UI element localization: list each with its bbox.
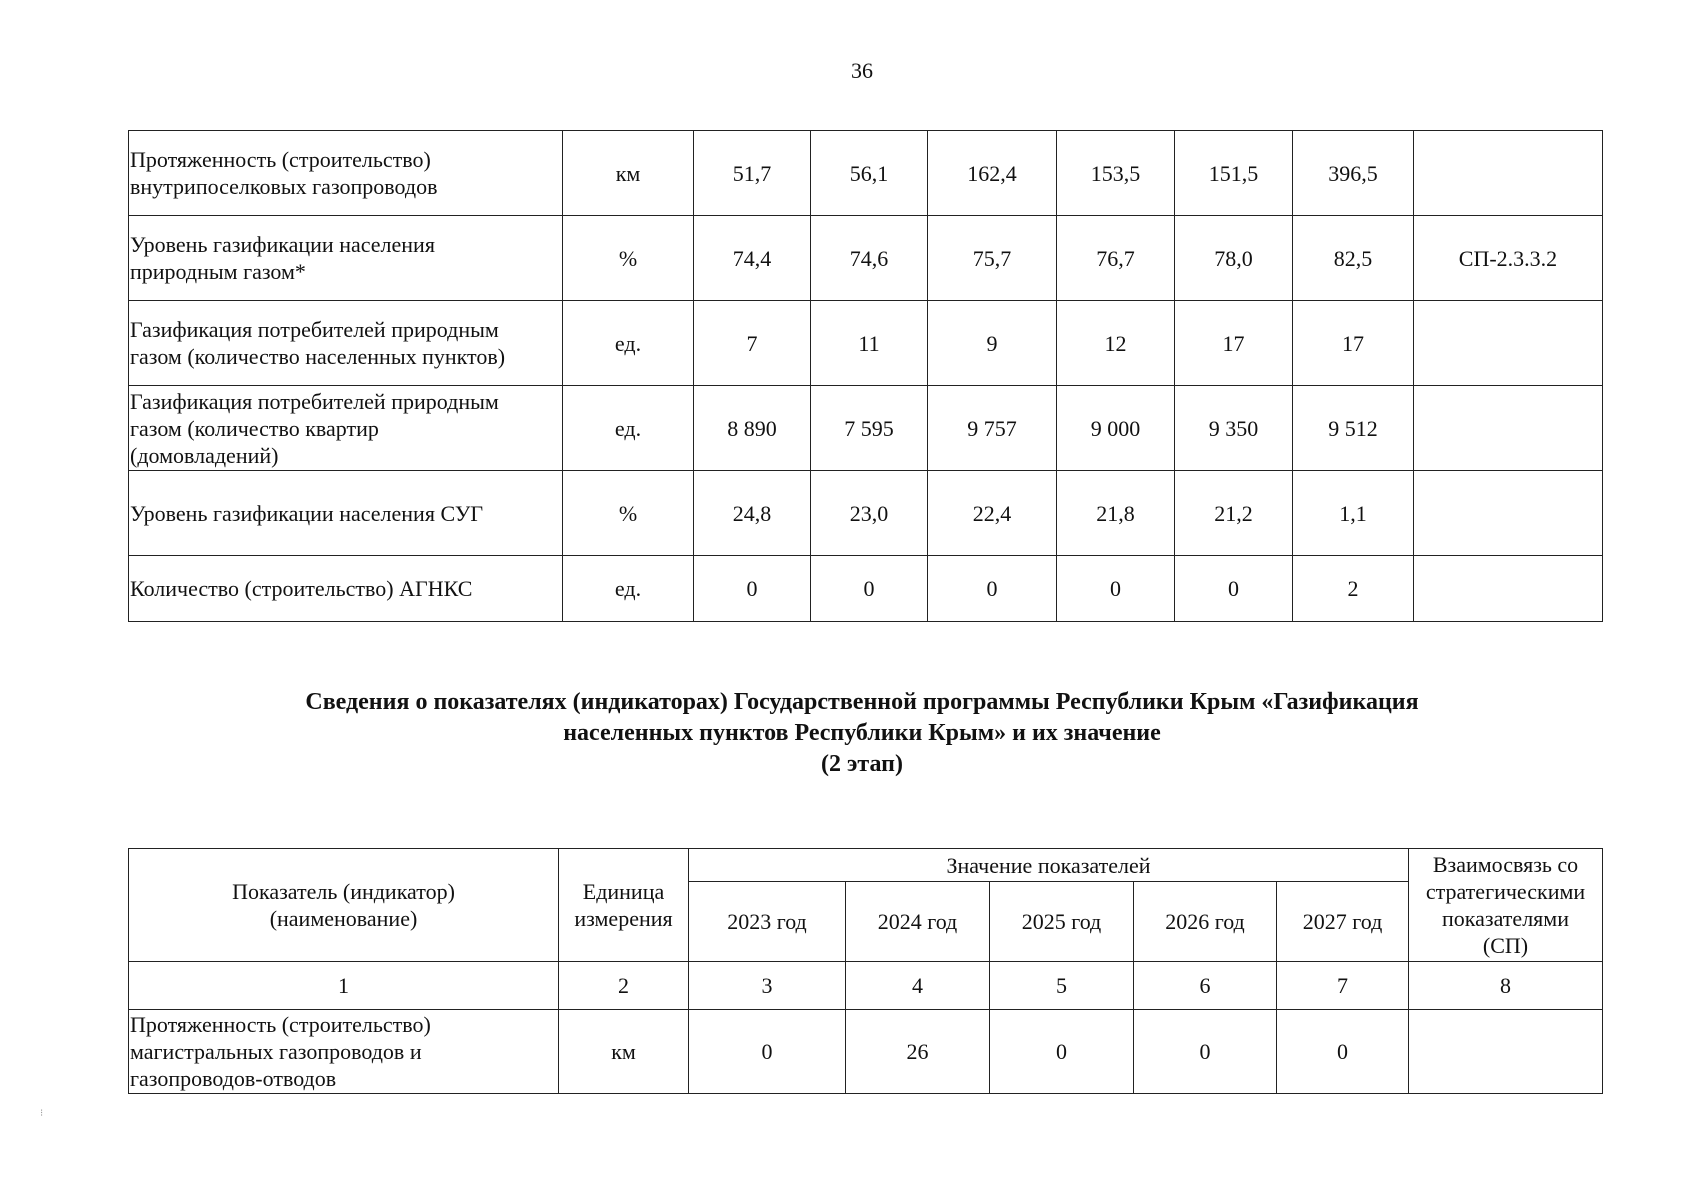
value-cell: 74,4 bbox=[694, 216, 811, 301]
indicator-name-line: Уровень газификации населения bbox=[130, 232, 435, 257]
value-cell: 9 512 bbox=[1293, 386, 1414, 471]
indicator-name-cell bbox=[129, 301, 563, 386]
indicator-name-line: Газификация потребителей природным bbox=[130, 317, 499, 342]
value-cell: 7 bbox=[694, 301, 811, 386]
unit-cell: % bbox=[563, 471, 694, 556]
column-number: 4 bbox=[846, 962, 990, 1010]
table-body bbox=[129, 131, 1603, 622]
value-cell: 0 bbox=[1277, 1010, 1409, 1094]
value-cell: 21,2 bbox=[1175, 471, 1293, 556]
indicator-name-line: внутрипоселковых газопроводов bbox=[130, 174, 438, 199]
unit-cell: км bbox=[559, 1010, 689, 1094]
indicator-name-cell bbox=[129, 1010, 559, 1094]
table-row bbox=[129, 131, 1603, 216]
value-cell: 12 bbox=[1057, 301, 1175, 386]
indicator-name-line: Газификация потребителей природным bbox=[130, 388, 499, 414]
header-unit bbox=[559, 849, 689, 962]
value-cell: 1,1 bbox=[1293, 471, 1414, 556]
table-row bbox=[129, 556, 1603, 622]
table-row bbox=[129, 216, 1603, 301]
indicator-name-line: газом (количество населенных пунктов) bbox=[130, 344, 506, 369]
value-cell: 2 bbox=[1293, 556, 1414, 622]
value-cell: 17 bbox=[1175, 301, 1293, 386]
value-cell: 9 000 bbox=[1057, 386, 1175, 471]
indicator-name-line: Протяженность (строительство) bbox=[130, 1012, 431, 1037]
value-cell: 396,5 bbox=[1293, 131, 1414, 216]
value-cell: 9 757 bbox=[928, 386, 1057, 471]
column-number: 6 bbox=[1134, 962, 1277, 1010]
indicator-name-cell bbox=[129, 471, 563, 556]
indicators-table-stage-1-continued bbox=[128, 130, 1603, 622]
value-cell: 78,0 bbox=[1175, 216, 1293, 301]
header-sp-line: показателями bbox=[1442, 906, 1569, 931]
column-number: 7 bbox=[1277, 962, 1409, 1010]
indicator-name-line: газопроводов-отводов bbox=[130, 1066, 337, 1091]
table-row bbox=[129, 386, 1603, 471]
unit-cell: ед. bbox=[563, 301, 694, 386]
indicator-name-cell bbox=[129, 216, 563, 301]
section-heading bbox=[0, 687, 1695, 780]
header-year: 2025 год bbox=[990, 882, 1134, 962]
indicator-name-line: Протяженность (строительство) bbox=[130, 147, 431, 172]
value-cell: 26 bbox=[846, 1010, 990, 1094]
unit-cell: км bbox=[563, 131, 694, 216]
value-cell: 51,7 bbox=[694, 131, 811, 216]
indicator-name-line: газом (количество квартир bbox=[130, 415, 379, 441]
header-sp-line: Взаимосвязь со bbox=[1432, 852, 1579, 877]
value-cell: 9 350 bbox=[1175, 386, 1293, 471]
header-year: 2027 год bbox=[1277, 882, 1409, 962]
indicator-name-cell bbox=[129, 386, 563, 471]
sp-cell: СП-2.3.3.2 bbox=[1414, 216, 1603, 301]
indicator-name-line: Уровень газификации населения СУГ bbox=[130, 500, 484, 526]
value-cell: 151,5 bbox=[1175, 131, 1293, 216]
header-unit-line: Единица bbox=[582, 879, 665, 904]
value-cell: 56,1 bbox=[811, 131, 928, 216]
header-indicator-line: Показатель (индикатор) bbox=[232, 879, 455, 904]
table-header bbox=[129, 849, 1603, 1010]
header-year: 2024 год bbox=[846, 882, 990, 962]
header-values-group: Значение показателей bbox=[689, 849, 1409, 882]
table-body bbox=[129, 1010, 1603, 1094]
header-indicator-line: (наименование) bbox=[269, 906, 418, 931]
indicator-name-line: магистральных газопроводов и bbox=[130, 1039, 422, 1064]
value-cell: 0 bbox=[689, 1010, 846, 1094]
value-cell: 153,5 bbox=[1057, 131, 1175, 216]
value-cell: 11 bbox=[811, 301, 928, 386]
value-cell: 0 bbox=[694, 556, 811, 622]
value-cell: 162,4 bbox=[928, 131, 1057, 216]
header-year: 2026 год bbox=[1134, 882, 1277, 962]
column-number: 5 bbox=[990, 962, 1134, 1010]
value-cell: 21,8 bbox=[1057, 471, 1175, 556]
value-cell: 17 bbox=[1293, 301, 1414, 386]
column-number: 8 bbox=[1409, 962, 1603, 1010]
value-cell: 7 595 bbox=[811, 386, 928, 471]
unit-cell: % bbox=[563, 216, 694, 301]
sp-cell bbox=[1409, 1010, 1603, 1094]
table-row bbox=[129, 301, 1603, 386]
value-cell: 0 bbox=[1175, 556, 1293, 622]
value-cell: 76,7 bbox=[1057, 216, 1175, 301]
sp-cell bbox=[1414, 386, 1603, 471]
heading-line-1: Сведения о показателях (индикаторах) Государственной программы Республики Крым «Газификация bbox=[305, 689, 1419, 715]
indicator-name-line: Количество (строительство) АГНКС bbox=[130, 576, 473, 601]
value-cell: 9 bbox=[928, 301, 1057, 386]
indicator-name-cell bbox=[129, 131, 563, 216]
value-cell: 74,6 bbox=[811, 216, 928, 301]
value-cell: 82,5 bbox=[1293, 216, 1414, 301]
heading-line-2: населенных пунктов Республики Крым» и их значение bbox=[563, 720, 1161, 746]
column-numbers-row bbox=[129, 962, 1603, 1010]
header-sp-line: стратегическими bbox=[1425, 879, 1586, 904]
value-cell: 22,4 bbox=[928, 471, 1057, 556]
table-row bbox=[129, 1010, 1603, 1094]
unit-cell: ед. bbox=[563, 386, 694, 471]
value-cell: 0 bbox=[1134, 1010, 1277, 1094]
unit-cell: ед. bbox=[563, 556, 694, 622]
value-cell: 23,0 bbox=[811, 471, 928, 556]
column-number: 1 bbox=[129, 962, 559, 1010]
sp-cell bbox=[1414, 556, 1603, 622]
indicator-name-line: природным газом* bbox=[130, 259, 306, 284]
value-cell: 0 bbox=[990, 1010, 1134, 1094]
indicators-table-stage-2 bbox=[128, 848, 1603, 1094]
value-cell: 0 bbox=[928, 556, 1057, 622]
indicator-name-cell bbox=[129, 556, 563, 622]
sp-cell bbox=[1414, 131, 1603, 216]
sp-cell bbox=[1414, 471, 1603, 556]
value-cell: 0 bbox=[811, 556, 928, 622]
heading-line-3: (2 этап) bbox=[821, 751, 903, 777]
header-indicator bbox=[129, 849, 559, 962]
header-unit-line: измерения bbox=[574, 906, 673, 931]
header-sp-line: (СП) bbox=[1482, 933, 1529, 958]
column-number: 3 bbox=[689, 962, 846, 1010]
column-number: 2 bbox=[559, 962, 689, 1010]
header-year: 2023 год bbox=[689, 882, 846, 962]
value-cell: 75,7 bbox=[928, 216, 1057, 301]
header-sp bbox=[1409, 849, 1603, 962]
table-row bbox=[129, 471, 1603, 556]
indicator-name-line: (домовладений) bbox=[130, 442, 279, 468]
value-cell: 24,8 bbox=[694, 471, 811, 556]
value-cell: 0 bbox=[1057, 556, 1175, 622]
scan-mark: ⁝ bbox=[40, 1108, 44, 1119]
page-number: 36 bbox=[851, 58, 873, 83]
value-cell: 8 890 bbox=[694, 386, 811, 471]
sp-cell bbox=[1414, 301, 1603, 386]
